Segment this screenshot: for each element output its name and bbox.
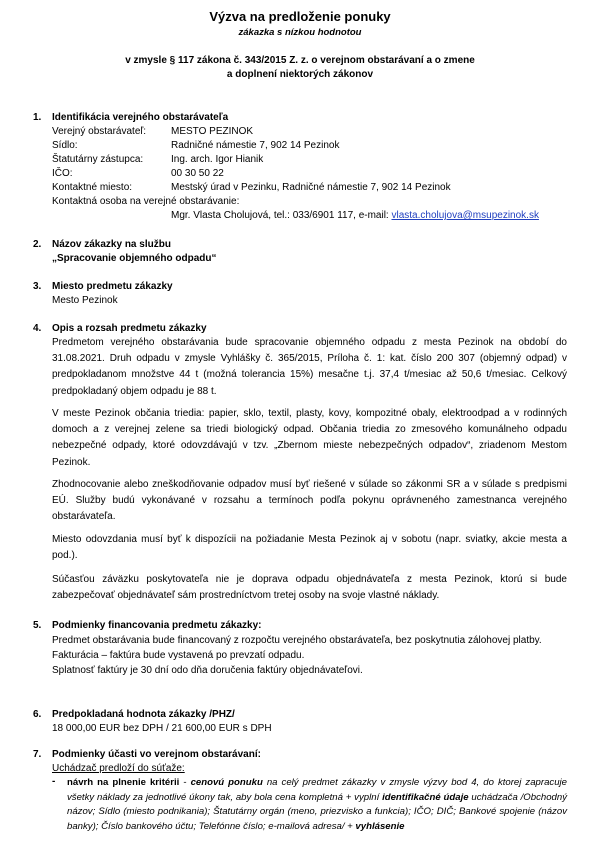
label-ico: IČO: (52, 168, 73, 179)
label-contact-point: Kontaktné miesto: (52, 182, 133, 193)
section-number: 6. (33, 709, 42, 720)
paragraph-subject: Predmetom verejného obstarávania bude spracovanie objemného odpadu z mesta Pezinok na období do 31.08.2021. Druh odpadu v zmysle Vyhlášky č. 365/2015, Príloha č. 1: kat. číslo 200 307 (objemný odpad) v predpokladanom množstve 44 t (možná tolerancia 15%) mesačne t.j. 37,4 t/mesiac až 50,6 t/mesiac. Celkový predpokladaný objem odpadu je 88 t. (52, 337, 567, 397)
section-heading: Opis a rozsah predmetu zákazky (52, 323, 207, 334)
criteria-text-1: na celý predmet zákazky v zmysle výzvy bod 4, do ktorej zapracuje všetky náklady za jednotlivé úkony tak, aby bola cena kompletná + vyplní (67, 777, 568, 803)
legal-basis-line-1: v zmysle § 117 zákona č. 343/2015 Z. z. o verejnom obstarávaní a o zmene (125, 55, 475, 66)
section-heading: Názov zákazky na službu (52, 239, 171, 250)
document-subtitle: zákazka s nízkou hodnotou (238, 27, 362, 38)
value-contact-person (171, 209, 539, 223)
label-seat: Sídlo: (52, 140, 78, 151)
value-ico: 00 30 50 22 (171, 168, 224, 179)
document-title: Výzva na predloženie ponuky (209, 9, 391, 24)
paragraph-sorting: V meste Pezinok občania triedia: papier, sklo, textil, plasty, kovy, kompozitné obaly, elektroodpad a v rodinných domoch a z verejnej zelene sa triedi biologický odpad. Občania triedia zo zmesového komunálneho odpadu nebezpečné odpady, ktoré odovzdávajú v tzv. „Zbernom mieste nebezpečných odpadov“, zriadenom Mestom Pezinok. (52, 408, 567, 468)
section-heading: Miesto predmetu zákazky (52, 281, 173, 292)
section-number: 3. (33, 281, 42, 292)
section-number: 4. (33, 323, 42, 334)
criteria-dash: - (179, 777, 191, 788)
legal-basis-line-2: a doplnení niektorých zákonov (226, 69, 374, 80)
section-number: 1. (33, 112, 42, 123)
paragraph-handover: Miesto odovzdania musí byť k dispozícii na požiadanie Mesta Pezinok aj v sobotu (napr. sviatky, akcie mesta a pod.). (52, 534, 567, 562)
section-heading: Podmienky účasti vo verejnom obstarávaní: (52, 749, 261, 760)
paragraph-disposal: Zhodnocovanie alebo zneškodňovanie odpadov musí byť riešené v súlade so zákonmi SR a v súlade s predpismi EÚ. Služby budú vykonávané v rozsahu a termínoch podľa pokynu oprávneného zamestnanca verejného obstarávateľa. (52, 479, 567, 523)
value-contracting-authority: MESTO PEZINOK (171, 126, 254, 137)
price-offer-term: cenovú ponuku (190, 777, 263, 788)
submission-item-criteria (67, 776, 567, 834)
section-number: 7. (33, 749, 42, 760)
value-statutory-rep: Ing. arch. Igor Hianik (171, 154, 264, 165)
legal-basis (0, 54, 600, 82)
section-number: 5. (33, 620, 42, 631)
criteria-text-2: uchádzača /Obchodný názov; Sídlo (miesto podnikania); Štatutárny orgán (meno, priezvisko a funkcia); IČO; DIČ; Bankové spojenie (názov banky); Číslo bankového účtu; Telefónne číslo; e-mailová adresa/ + (67, 791, 568, 832)
label-contracting-authority: Verejný obstarávateľ: (52, 126, 147, 137)
label-statutory-rep: Štatutárny zástupca: (52, 154, 144, 165)
invoicing-line: Fakturácia – faktúra bude vystavená po prevzatí odpadu. (52, 650, 305, 661)
paragraph-transport: Súčasťou záväzku poskytovateľa nie je doprava odpadu objednávateľa z mesta Pezinok, ktorú si bude zabezpečovať objednávateľ sám prostredníctvom tretej osoby na svoje vlastné náklady. (52, 574, 567, 602)
section-heading: Identifikácia verejného obstarávateľa (52, 112, 229, 123)
place-of-performance: Mesto Pezinok (52, 295, 118, 306)
section-heading: Podmienky financovania predmetu zákazky: (52, 620, 262, 631)
submission-subheading: Uchádzač predloží do súťaže: (52, 763, 185, 774)
bullet-dash: - (52, 776, 56, 787)
contact-email-link[interactable]: vlasta.cholujova@msupezinok.sk (391, 210, 539, 221)
contact-person-text: Mgr. Vlasta Cholujová, tel.: 033/6901 117, e-mail: (171, 210, 392, 221)
criteria-term: návrh na plnenie kritérii (67, 777, 180, 788)
financing-line: Predmet obstarávania bude financovaný z rozpočtu verejného obstarávateľa, bez poskytnutia zálohovej platby. (52, 635, 542, 646)
value-contact-point: Mestský úrad v Pezinku, Radničné námestie 7, 902 14 Pezinok (171, 182, 451, 193)
section-number: 2. (33, 239, 42, 250)
label-contact-person: Kontaktná osoba na verejné obstarávanie: (52, 196, 240, 207)
contract-name: „Spracovanie objemného odpadu“ (52, 253, 217, 264)
declaration-term: vyhlásenie (355, 820, 405, 832)
section-heading: Predpokladaná hodnota zákazky /PHZ/ (52, 709, 235, 720)
estimated-value: 18 000,00 EUR bez DPH / 21 600,00 EUR s DPH (52, 723, 272, 734)
payment-terms-line: Splatnosť faktúry je 30 dní odo dňa doručenia faktúry objednávateľovi. (52, 665, 363, 676)
value-seat: Radničné námestie 7, 902 14 Pezinok (171, 140, 340, 151)
identification-data-term: identifikačné údaje (382, 791, 469, 803)
